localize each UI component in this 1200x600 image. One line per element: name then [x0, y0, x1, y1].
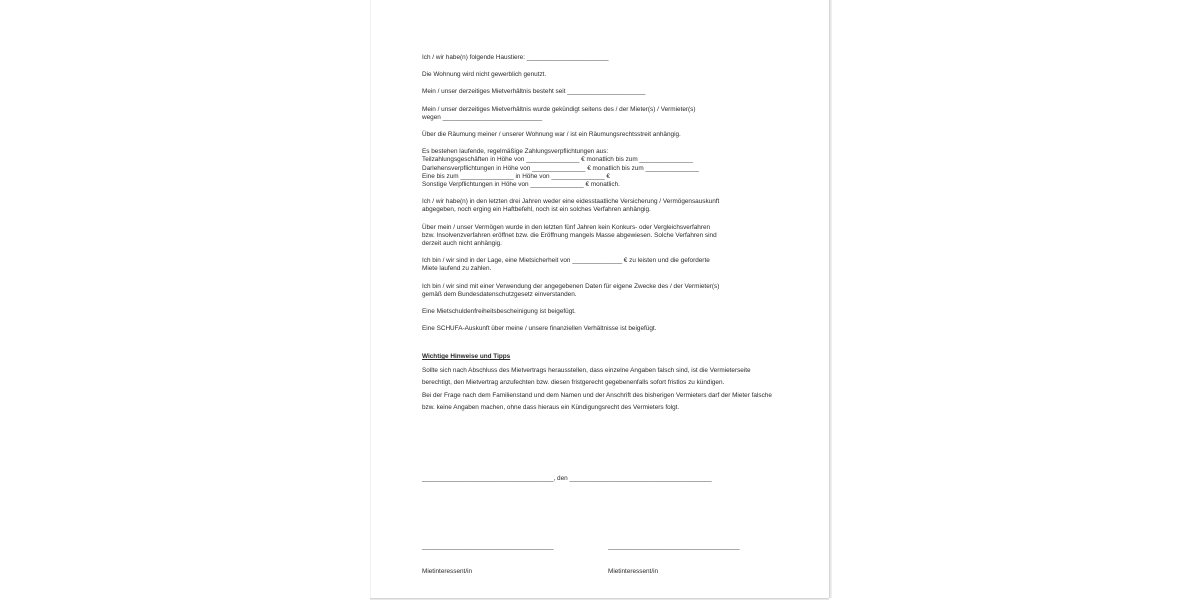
paragraph-no-commercial-use: Die Wohnung wird nicht gewerblich genutzt.: [422, 71, 547, 79]
tips-section: [422, 365, 777, 415]
document-page: [370, 0, 829, 598]
paragraph-pets: Ich / wir habe(n) folgende Haustiere: _______________________: [422, 54, 609, 61]
paragraph-data-consent: Ich bin / wir sind mit einer Verwendung der angegebenen Daten für eigene Zwecke des / der Vermieter(s) gemäß dem Bundesdatenschutzgesetz einverstanden.: [422, 282, 720, 298]
paragraph-schufa: Eine SCHUFA-Auskunft über meine / unsere finanziellen Verhältnisse ist beigefügt.: [422, 325, 657, 333]
signature-line: _____________________________________: [422, 543, 554, 550]
paragraph-deposit: Ich bin / wir sind in der Lage, eine Mietsicherheit von ______________ € zu leisten und die geforderte Miete laufend zu zahlen.: [422, 257, 710, 273]
tips-heading: Wichtige Hinweise und Tipps: [422, 353, 511, 361]
place-date-line: _____________________________________, den ________________________________________: [422, 475, 712, 482]
tips-paragraph-family-status: Bei der Frage nach dem Familienstand und dem Namen und der Anschrift des bisherigen Vermieters darf der Mieter falsche bzw. keine Angaben machen, ohne dass hieraus ein Kündigungsrecht des Vermieters folgt.: [422, 391, 772, 412]
signature-label: Mietinteressent/in: [422, 568, 473, 575]
document-body: [422, 54, 777, 415]
paragraph-payment-obligations: Es bestehen laufende, regelmäßige Zahlungsverpflichtungen aus: Teilzahlungsgeschäften in Höhe von _______________ € monatlich bis zum _______________ Darlehensverpflichtungen in Höhe von _______________ € monatlich bis zum _______________ Eine bis zum _______________ in Höhe von _______________ € Sonstige Verpflichtungen in Höhe von _______________ € monatlich.: [422, 148, 699, 189]
tips-paragraph-contest: Sollte sich nach Abschluss des Mietvertrags herausstellen, dass einzelne Angaben falsch sind, ist die Vermieterseite berechtigt, den Mietvertrag anzufechten bzw. diesen fristgerecht gegebenenfalls sofort fristlos zu kündigen.: [422, 366, 751, 387]
paragraph-insolvency: Über mein / unser Vermögen wurde in den letzten fünf Jahren kein Konkurs- oder Vergleichsverfahren bzw. Insolvenzverfahren eröffnet bzw. die Eröffnung mangels Masse abgewiesen. Solche Verfahren sind derzeit auch nicht anhängig.: [422, 223, 717, 248]
signature-block-2: [608, 529, 740, 589]
paragraph-eviction: Über die Räumung meiner / unserer Wohnung war / ist ein Räumungsrechtsstreit anhängig.: [422, 131, 681, 139]
signature-line: _____________________________________: [608, 543, 740, 550]
paragraph-affidavit: Ich / wir habe(n) in den letzten drei Jahren weder eine eidesstaatliche Versicherung / Vermögensauskunft abgegeben, noch erging ein Haftbefehl, noch ist ein solches Verfahren anhängig.: [422, 198, 720, 214]
paragraph-tenancy-since: Mein / unser derzeitiges Mietverhältnis besteht seit ______________________: [422, 88, 646, 96]
signature-block-1: [422, 529, 554, 589]
paragraph-tenancy-terminated: Mein / unser derzeitiges Mietverhältnis wurde gekündigt seitens des / der Mieter(s) / Vermieter(s) wegen ____________________________: [422, 105, 696, 121]
signature-label: Mietinteressent/in: [608, 568, 659, 575]
paragraph-rent-debt-certificate: Eine Mietschuldenfreiheitsbescheinigung ist beigefügt.: [422, 308, 576, 316]
